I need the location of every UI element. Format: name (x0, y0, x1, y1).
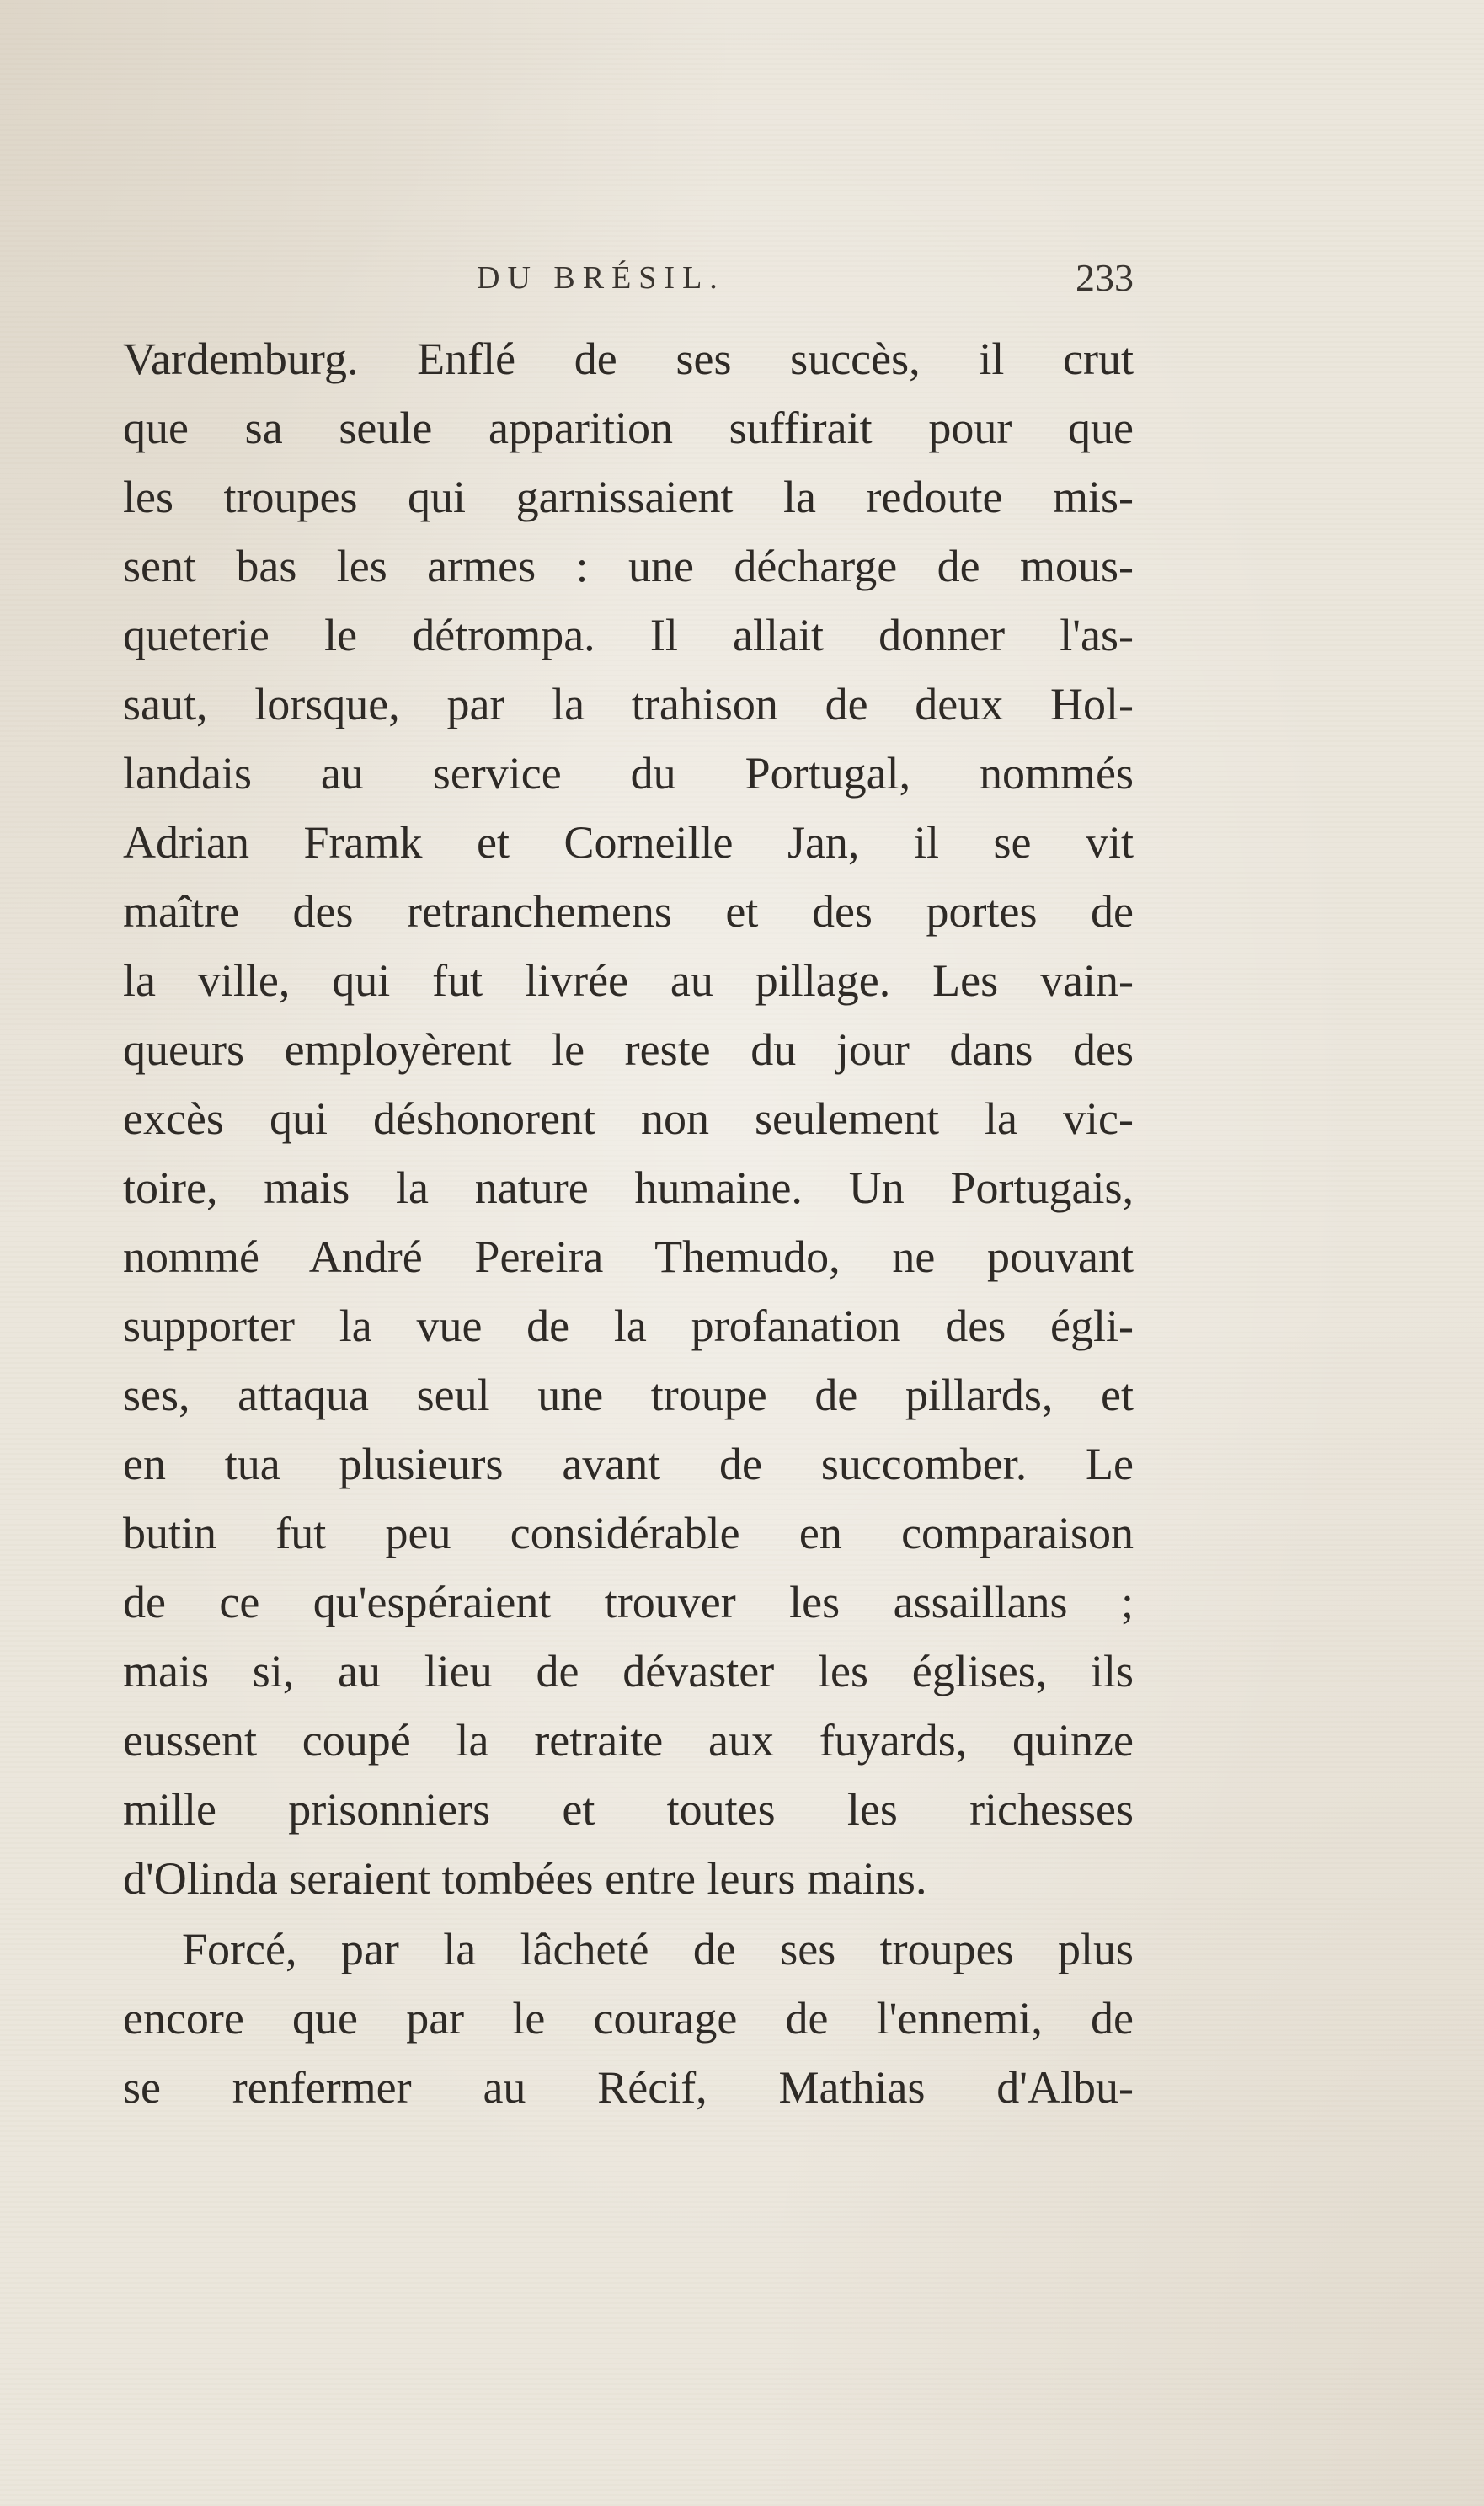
text-line: butin fut peu considérable en comparaison (123, 1508, 1134, 1558)
text-line: se renfermer au Récif, Mathias d'Albu- (123, 2062, 1134, 2113)
text-line: excès qui déshonorent non seulement la vic- (123, 1093, 1134, 1144)
text-line: encore que par le courage de l'ennemi, de (123, 1993, 1134, 2044)
text-line: queterie le détrompa. Il allait donner l'as- (123, 610, 1134, 660)
text-line: toire, mais la nature humaine. Un Portugais, (123, 1162, 1134, 1213)
text-line: mille prisonniers et toutes les richesses (123, 1784, 1134, 1835)
text-line: supporter la vue de la profanation des égli- (123, 1301, 1134, 1351)
text-line: Adrian Framk et Corneille Jan, il se vit (123, 817, 1134, 868)
text-line: sent bas les armes : une décharge de mous- (123, 541, 1134, 591)
text-line: eussent coupé la retraite aux fuyards, quinze (123, 1715, 1134, 1766)
text-line: d'Olinda seraient tombées entre leurs mains. (123, 1853, 927, 1904)
text-line: de ce qu'espéraient trouver les assaillans ; (123, 1577, 1134, 1627)
text-line: ses, attaqua seul une troupe de pillards, et (123, 1370, 1134, 1420)
text-line: mais si, au lieu de dévaster les églises, ils (123, 1646, 1134, 1696)
text-line: en tua plusieurs avant de succomber. Le (123, 1439, 1134, 1489)
text-line: nommé André Pereira Themudo, ne pouvant (123, 1232, 1134, 1282)
text-line: Vardemburg. Enflé de ses succès, il crut (123, 334, 1134, 384)
page-number: 233 (1076, 256, 1134, 299)
paragraph-2 (123, 1915, 1134, 2122)
text-line: landais au service du Portugal, nommés (123, 748, 1134, 799)
text-line: Forcé, par la lâcheté de ses troupes plus (182, 1924, 1134, 1974)
text-line: que sa seule apparition suffirait pour que (123, 403, 1134, 453)
text-line: les troupes qui garnissaient la redoute mis- (123, 472, 1134, 522)
body-text (123, 324, 1134, 2122)
text-line: maître des retranchemens et des portes de (123, 886, 1134, 937)
running-title: DU BRÉSIL. (477, 260, 725, 296)
text-line: queurs employèrent le reste du jour dans des (123, 1024, 1134, 1075)
running-head (123, 253, 1134, 303)
text-line: saut, lorsque, par la trahison de deux Hol- (123, 679, 1134, 729)
text-line: la ville, qui fut livrée au pillage. Les vain- (123, 955, 1134, 1006)
paragraph-1 (123, 324, 1134, 1913)
